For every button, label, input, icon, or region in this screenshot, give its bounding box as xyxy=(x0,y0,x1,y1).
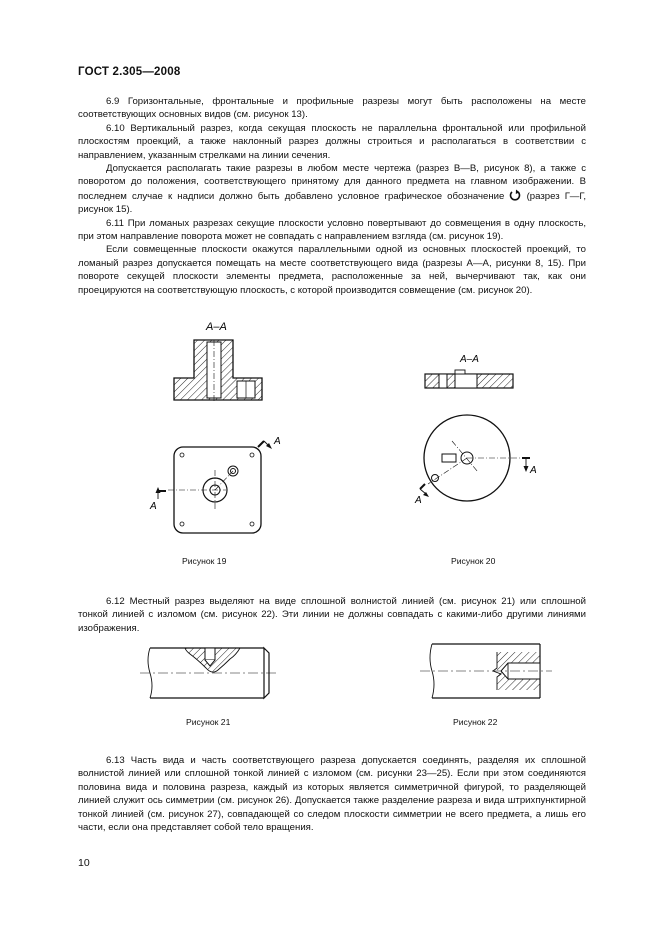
figure-21-caption: Рисунок 21 xyxy=(186,717,231,727)
paragraph-6-12: 6.12 Местный разрез выделяют на виде сплошной волнистой линией (см. рисунок 21) или сплошной тонкой линией с изломом (см. рисунок 22). Эти линии не должны совпадать с какими-либо другими линиями изображения. xyxy=(78,596,586,634)
paragraph-6-13: 6.13 Часть вида и часть соответствующего разреза допускается соединять, разделяя их сплошной волнистой линией или сплошной тонкой линией с изломом (см. рисунки 23—25). Если при этом соединяются половина вида и половина разреза, каждый из которых является симметричной фигурой, то разделяющей линией служит ось симметрии (см. рисунок 26). Допускается также разделение разреза и вида штрихпунктирной тонкой линией (см. рисунок 27), совпадающей со следом плоскости симметрии не всего предмета, а лишь его части, если она представляет собой тело вращения. xyxy=(78,755,586,834)
fig19-section-view xyxy=(174,340,262,402)
figure-19 xyxy=(140,318,300,543)
fig20-section-title: А–А xyxy=(460,354,479,365)
paragraph-6-9: 6.9 Горизонтальные, фронтальные и профильные разрезы могут быть расположены на месте соответствующих основных видов (см. рисунок 13). xyxy=(78,96,586,121)
fig22-shaft xyxy=(420,644,552,698)
fig20-plan-view xyxy=(424,415,520,501)
figure-19-caption: Рисунок 19 xyxy=(182,556,227,566)
text-block-6-13 xyxy=(78,754,586,834)
figure-22 xyxy=(420,638,555,700)
fig19-section-title: А–А xyxy=(206,321,227,333)
figure-22-caption: Рисунок 22 xyxy=(453,717,498,727)
rotated-symbol-icon xyxy=(509,189,521,201)
text-block-6-12 xyxy=(78,595,586,635)
paragraph-rotation xyxy=(78,162,586,217)
paragraph-combined-planes: Если совмещенные плоскости окажутся параллельными одной из основных плоскостей проекций, то ломаный разрез допускается помещать на месте соответствующего вида (разрезы А—А, рисунки 8, 15). При повороте секущей плоскости элементы предмета, расположенные за ней, вычерчивают так, как они проецируются на соответствующую плоскость, с которой производится совмещение (см. рисунок 20). xyxy=(78,244,586,296)
paragraph-rotation-text: Допускается располагать такие разрезы в любом месте чертежа (разрез В—В, рисунок 8), а также с поворотом до положения, соответствующего принятому для данного предмета на главном изображении. В последнем случае к надписи должно быть добавлено условное графическое обозначение xyxy=(78,163,586,202)
paragraph-6-11: 6.11 При ломаных разрезах секущие плоскости условно повертывают до совмещения в одну плоскость, при этом направление поворота может не совпадать с направлением взгляда (см. рисунок 19). xyxy=(78,217,586,243)
figure-20 xyxy=(410,350,550,510)
figure-21 xyxy=(145,640,280,700)
document-header: ГОСТ 2.305—2008 xyxy=(78,66,181,78)
paragraph-rotation-ref: (разрез Г—Г, рисунок 15). xyxy=(78,190,587,216)
fig20-mark-a-left: А xyxy=(415,495,422,506)
figure-20-caption: Рисунок 20 xyxy=(451,556,496,566)
fig21-shaft xyxy=(140,648,278,698)
fig19-mark-a-left: А xyxy=(150,501,157,512)
page-number: 10 xyxy=(78,857,90,869)
fig20-mark-a-right: А xyxy=(530,465,537,476)
fig20-section-view xyxy=(425,370,513,388)
paragraph-6-10: 6.10 Вертикальный разрез, когда секущая плоскость не параллельна фронтальной или профильной плоскостям проекций, а также наклонный разрез должны строиться и располагаться в соответствии с направлением, указанным стрелками на линии сечения. xyxy=(78,122,586,161)
fig19-mark-a-right: А xyxy=(274,436,281,447)
text-block-6-9-6-11 xyxy=(78,95,586,297)
fig19-plan-view xyxy=(168,447,261,533)
